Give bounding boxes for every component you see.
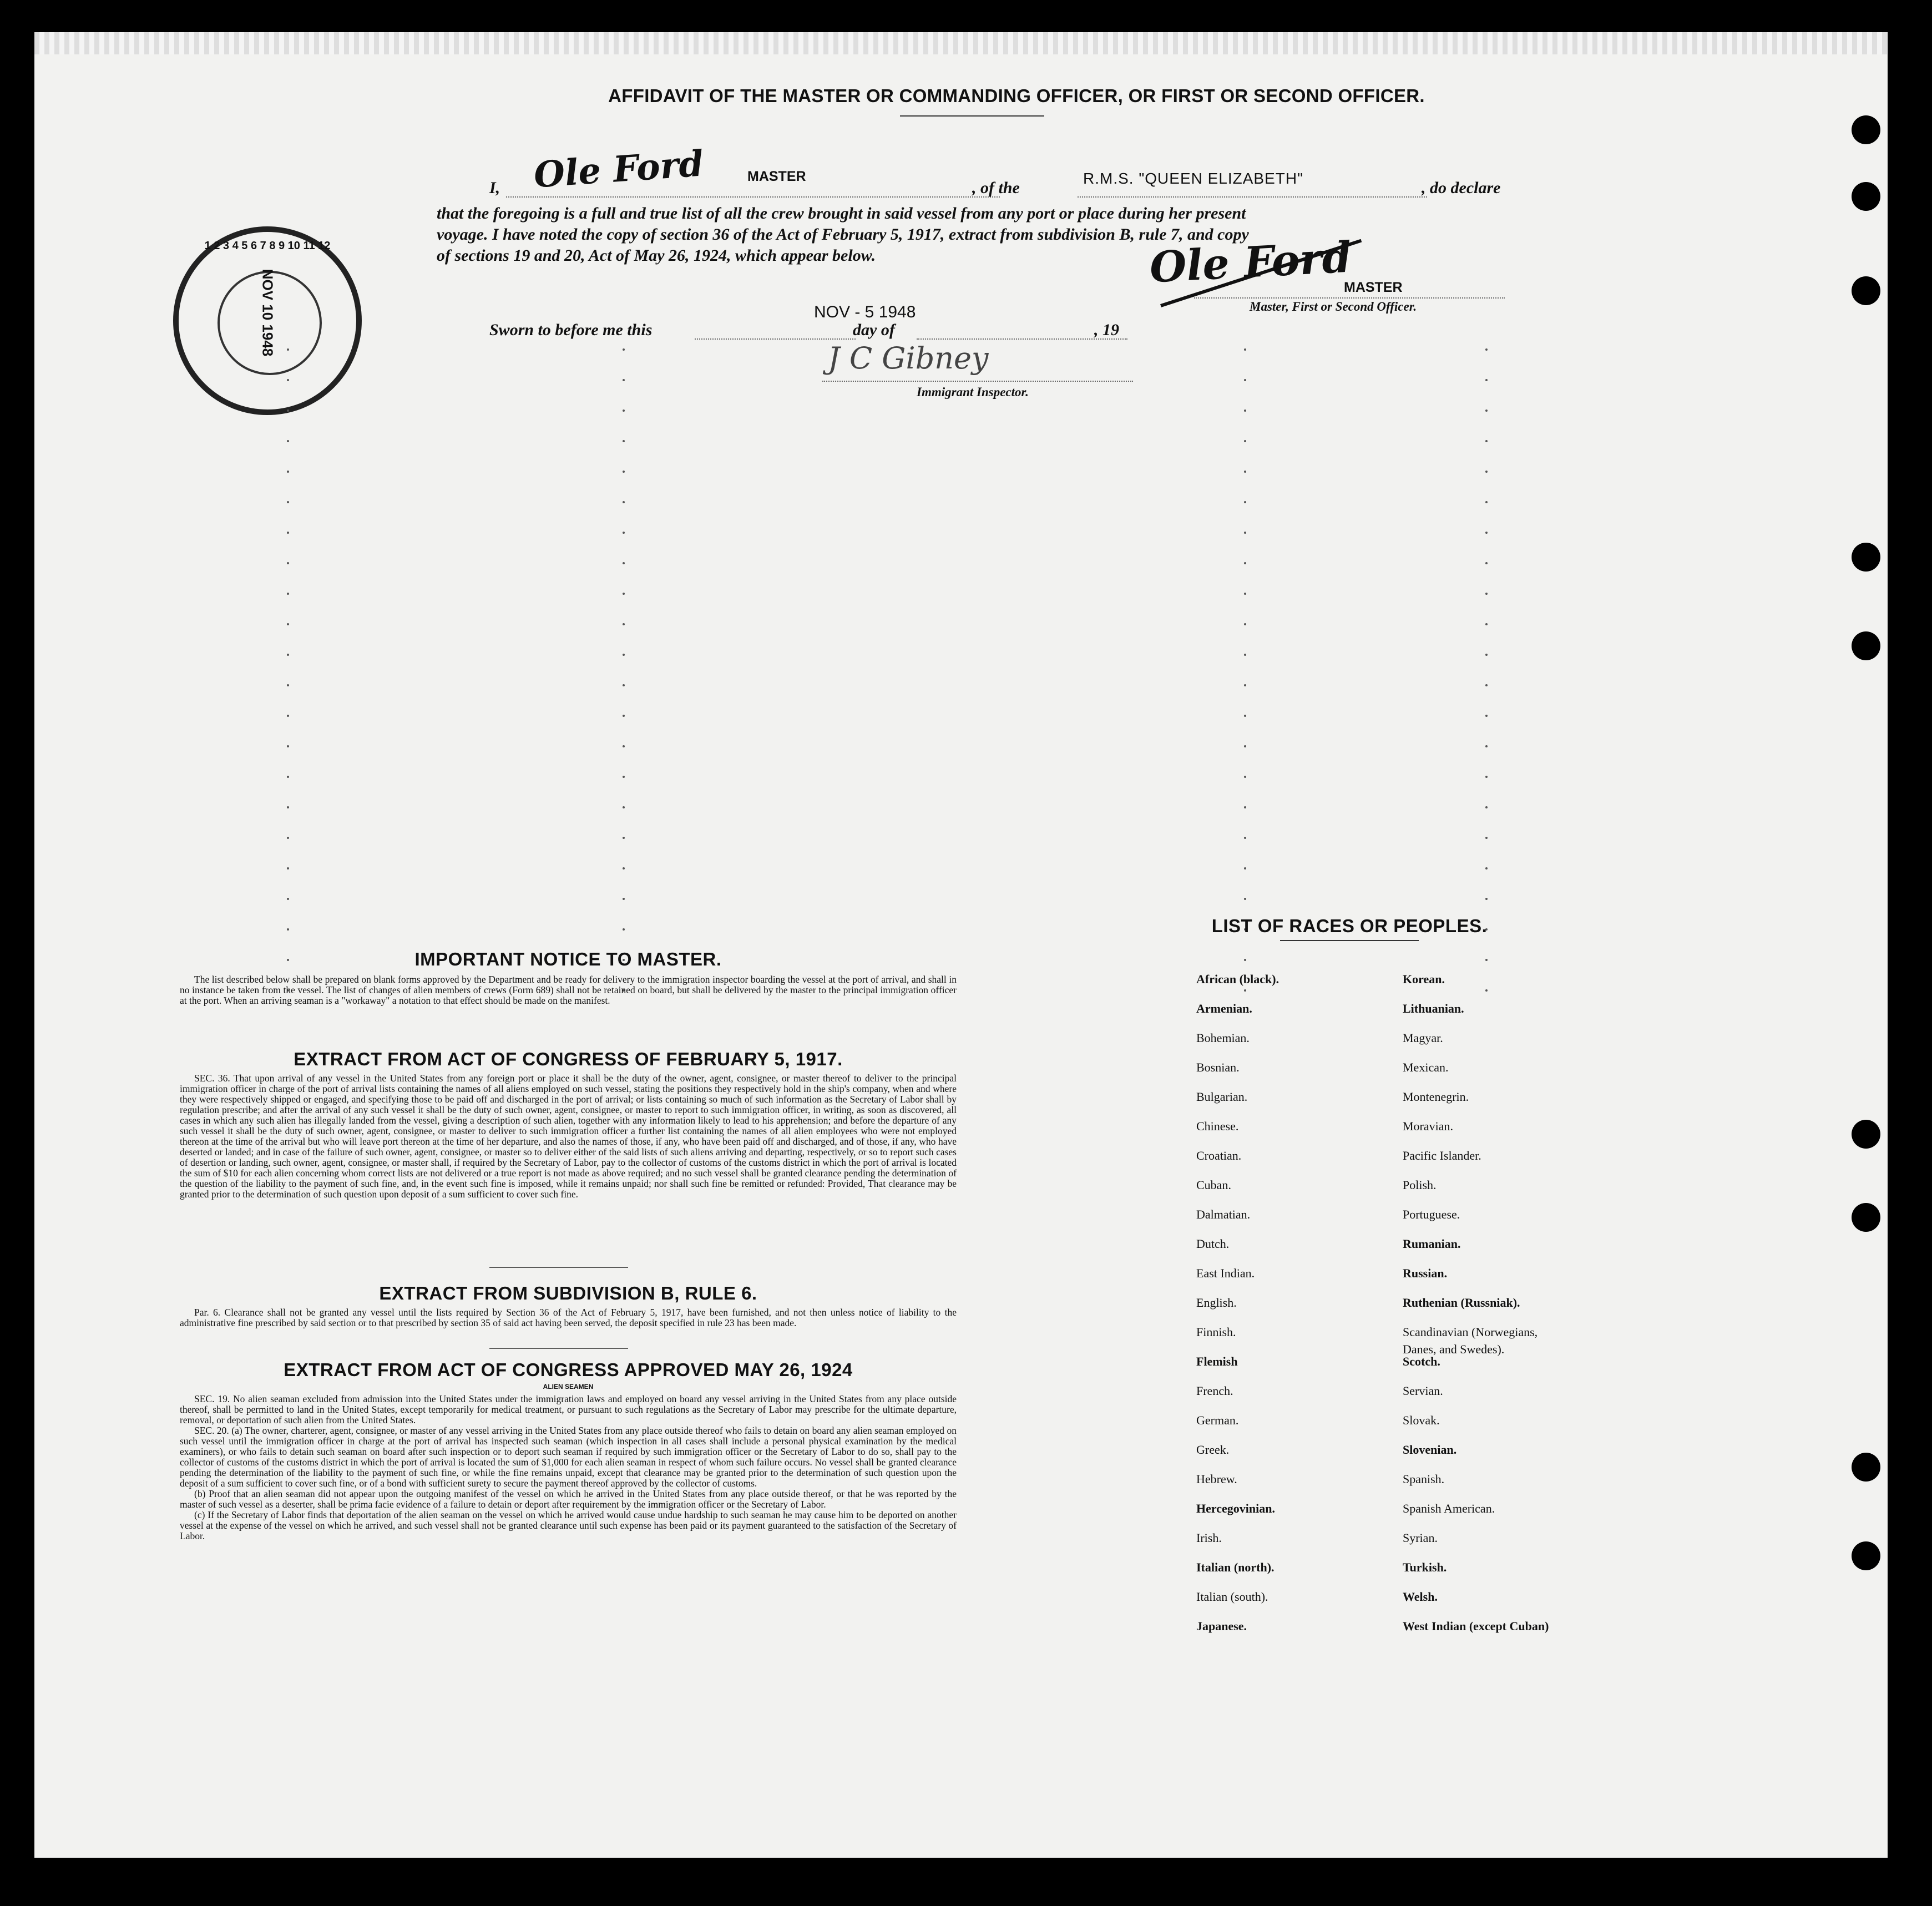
- race-left-item: Flemish: [1196, 1354, 1238, 1368]
- sworn-label: Sworn to before me this: [489, 321, 653, 339]
- race-left-item: Bohemian.: [1196, 1031, 1250, 1045]
- faint-dot: [1244, 806, 1246, 808]
- race-left-item: Bosnian.: [1196, 1060, 1240, 1074]
- race-left-item: Dalmatian.: [1196, 1207, 1251, 1221]
- binder-hole: [1852, 1541, 1880, 1570]
- notice-section: [180, 949, 957, 1006]
- race-left-item: Croatian.: [1196, 1149, 1242, 1162]
- faint-dot: [1485, 532, 1488, 534]
- race-left-item: French.: [1196, 1384, 1233, 1398]
- faint-dot: [287, 684, 289, 686]
- race-right-item: Scandinavian (Norwegians,: [1403, 1325, 1538, 1339]
- faint-dot: [1485, 684, 1488, 686]
- faint-dot: [623, 776, 625, 778]
- race-right-item: Rumanian.: [1403, 1237, 1461, 1251]
- subdivision-section: [180, 1283, 957, 1328]
- faint-dot: [287, 501, 289, 503]
- faint-dot: [1485, 471, 1488, 473]
- binder-hole: [1852, 1203, 1880, 1232]
- race-right-item: Moravian.: [1403, 1119, 1454, 1133]
- race-left-item: Greek.: [1196, 1443, 1230, 1457]
- binder-hole: [1852, 115, 1880, 144]
- second-signature: Ole Ford: [1148, 232, 1353, 292]
- faint-dot: [623, 806, 625, 808]
- race-left-item: Japanese.: [1196, 1619, 1247, 1633]
- faint-dot: [1244, 409, 1246, 412]
- faint-dot: [287, 867, 289, 869]
- faint-dot: [623, 867, 625, 869]
- faint-dot: [1244, 959, 1246, 961]
- race-right-item: Pacific Islander.: [1403, 1149, 1481, 1162]
- year-label: , 19: [1094, 321, 1119, 339]
- faint-dot: [623, 440, 625, 442]
- faint-dot: [623, 532, 625, 534]
- faint-dot: [1485, 593, 1488, 595]
- race-right-item: West Indian (except Cuban): [1403, 1619, 1549, 1633]
- faint-dot: [287, 379, 289, 381]
- race-right-item: Slovenian.: [1403, 1443, 1457, 1457]
- extract-1924-body: [180, 1394, 957, 1541]
- extract-1924-section: [180, 1359, 957, 1541]
- sworn-line: [695, 338, 856, 340]
- faint-dot: [1485, 715, 1488, 717]
- inspector-label: Immigrant Inspector.: [917, 385, 1029, 399]
- faint-dot: [287, 593, 289, 595]
- faint-dot: [1485, 348, 1488, 351]
- faint-dot: [287, 837, 289, 839]
- inspector-signature: J C Gibney: [828, 341, 989, 376]
- faint-dot: [287, 471, 289, 473]
- race-left-item: German.: [1196, 1413, 1239, 1427]
- races-title: LIST OF RACES OR PEOPLES.: [1211, 916, 1488, 936]
- race-right-item: Servian.: [1403, 1384, 1443, 1398]
- race-right-item: Portuguese.: [1403, 1207, 1460, 1221]
- extract-1924-subtitle: ALIEN SEAMEN: [543, 1383, 594, 1391]
- faint-dot: [1485, 745, 1488, 747]
- faint-dot: [1485, 654, 1488, 656]
- faint-dot: [1244, 684, 1246, 686]
- extract-1917-paragraph: SEC. 36. That upon arrival of any vessel in the United States from any foreign port or place it shall be the duty of the owner, agent, consignee, or master thereof to deliver to the principal immigration officer in charge of the port of arrival lists containing the names of all aliens employed on such vessel, stating the positions they respectively hold in the ship's company, when and where they were respectively shipped or engaged, and specifying those to be paid off and discharged in the port of arrival; or lists containing so much of such information as the Secretary of Labor shall by regulation prescribe; and after the arrival of any such vessel it shall be the duty of such owner, agent, consignee, or master to report to such immigration officer, in writing, as soon as discovered, all cases in which any such alien has illegally landed from the vessel, giving a description of such alien, together with any information likely to lead to his apprehension; and before the departure of any such vessel it shall be the duty of such owner, agent, consignee, or master to deliver to such immigration officer a further list containing the names of all alien employees who were not employed thereon at the time of the arrival but who will leave port thereon at the time of her departure, and also the names of those, if any, who have been paid off and discharged, and of those, if any, who have deserted or landed; and in case of the failure of such owner, agent, consignee, or master so to deliver either of the said lists of such aliens arriving and departing, respectively, or so to report such cases of desertion or landing, such owner, agent, consignee, or master shall, if required by the Secretary of Labor, pay to the collector of customs of the customs district in which the port of arrival is located the sum of $10 for each alien concerning whom correct lists are not delivered or a true report is not made as above required; and no such vessel shall be granted clearance pending the determination of the question of the liability to the payment of such fine, and, in the event such fine is imposed, while it remains unpaid; nor shall such fine be remitted or refunded: Provided, That clearance may be granted prior to the determination of such question upon deposit of a sum sufficient to cover such fine.: [180, 1073, 957, 1200]
- faint-dot: [1244, 715, 1246, 717]
- faint-dot: [1244, 348, 1246, 351]
- faint-dot: [287, 623, 289, 625]
- race-left-item: Hercegovinian.: [1196, 1501, 1275, 1515]
- race-right-item: Spanish American.: [1403, 1501, 1495, 1515]
- faint-dot: [287, 928, 289, 931]
- race-left-item: Irish.: [1196, 1531, 1222, 1545]
- extract-1917-body: [180, 1073, 957, 1200]
- vessel-name: R.M.S. "QUEEN ELIZABETH": [1083, 170, 1304, 187]
- sec-20b-paragraph: (b) Proof that an alien seaman did not appear upon the outgoing manifest of the vessel on which he arrived in the United States from any place outside thereof, or that he was reported by the master of such vessel as a deserter, shall be prima facie evidence of a failure to detain or deport after requirement by the immigration officer or the Secretary of Labor.: [180, 1488, 957, 1510]
- section-divider-2: [489, 1348, 628, 1349]
- stamp-date: NOV 10 1948: [259, 269, 276, 357]
- race-right-item: Lithuanian.: [1403, 1002, 1464, 1015]
- faint-dot: [623, 837, 625, 839]
- notice-body: [180, 974, 957, 1006]
- faint-dot: [1244, 501, 1246, 503]
- name-line: [506, 196, 1000, 198]
- race-right-item: Mexican.: [1403, 1060, 1449, 1074]
- scandinavian-continuation: Danes, and Swedes).: [1403, 1342, 1505, 1356]
- race-right-item: Syrian.: [1403, 1531, 1438, 1545]
- affidavit-title: AFFIDAVIT OF THE MASTER OR COMMANDING OFFICER, OR FIRST OR SECOND OFFICER.: [608, 85, 1425, 106]
- faint-dot: [287, 654, 289, 656]
- race-left-item: Bulgarian.: [1196, 1090, 1248, 1104]
- race-left-item: Hebrew.: [1196, 1472, 1237, 1486]
- subdivision-body: [180, 1307, 957, 1328]
- faint-dot: [623, 623, 625, 625]
- faint-dot: [1485, 837, 1488, 839]
- faint-dot: [1485, 776, 1488, 778]
- race-right-item: Scotch.: [1403, 1354, 1440, 1368]
- races-title-underline: [1280, 940, 1419, 941]
- sec-19-paragraph: SEC. 19. No alien seaman excluded from admission into the United States under the immigration laws and employed on board any vessel arriving in the United States from any place outside thereof, shall be permitted to land in the United States, except temporarily for medical treatment, or pursuant to such regulations as the Secretary of Labor may prescribe for the ultimate departure, removal, or deportation of such alien from the United States.: [180, 1393, 957, 1425]
- race-right-item: Ruthenian (Russniak).: [1403, 1296, 1520, 1310]
- faint-dot: [623, 898, 625, 900]
- faint-dot: [1244, 562, 1246, 564]
- race-right-item: Slovak.: [1403, 1413, 1440, 1427]
- faint-dot: [1244, 623, 1246, 625]
- race-right-item: Magyar.: [1403, 1031, 1443, 1045]
- faint-dot: [623, 562, 625, 564]
- extract-1924-title: EXTRACT FROM ACT OF CONGRESS APPROVED MAY 26, 1924: [284, 1359, 853, 1380]
- faint-dot: [287, 776, 289, 778]
- faint-dot: [1485, 898, 1488, 900]
- faint-dot: [1485, 379, 1488, 381]
- faint-dot: [1485, 440, 1488, 442]
- notice-paragraph: The list described below shall be prepared on blank forms approved by the Department and be ready for delivery to the immigration inspector boarding the vessel at the port of arrival, and shall in no instance be taken from the vessel. The list of changes of alien members of crews (Form 689) shall not be retained on board, but shall be delivered by the master to the principal immigration officer at the port. When an arriving seaman is a "workaway" a notation to that effect should be made on the manifest.: [180, 974, 957, 1006]
- faint-dot: [1485, 989, 1488, 992]
- faint-dot: [1244, 745, 1246, 747]
- faint-dot: [287, 745, 289, 747]
- master-title: MASTER: [747, 169, 806, 184]
- second-master-title: MASTER: [1344, 280, 1403, 295]
- extract-1917-title: EXTRACT FROM ACT OF CONGRESS OF FEBRUARY 5, 1917.: [294, 1049, 843, 1069]
- faint-dot: [1485, 623, 1488, 625]
- faint-dot: [623, 593, 625, 595]
- faint-dot: [1485, 959, 1488, 961]
- race-left-item: English.: [1196, 1296, 1237, 1310]
- of-the-label: , of the: [972, 179, 1020, 197]
- faint-dot: [1244, 440, 1246, 442]
- document-page: [34, 32, 1888, 1858]
- faint-dot: [623, 379, 625, 381]
- binder-hole: [1852, 182, 1880, 211]
- faint-dot: [1244, 776, 1246, 778]
- faint-dot: [287, 440, 289, 442]
- stamp-ring-numbers: 1 2 3 4 5 6 7 8 9 10 11 12: [204, 240, 331, 252]
- sec-20a-paragraph: SEC. 20. (a) The owner, charterer, agent, consignee, or master of any vessel arriving in the United States from any place outside thereof who fails to detain on board any alien seaman employed on such vessel until the immigration officer in charge at the port of arrival has inspected such seaman (which inspection in all cases shall include a personal physical examination by the medical examiners), or who fails to detain such seaman on board after such inspection or to deport such seaman if required by such immigration officer or the Secretary of Labor to do so, shall pay to the collector of customs of the customs district in which the port of arrival is located the sum of $1,000 for each alien seaman in respect of whom such failure occurs. No vessel shall be granted clearance pending the determination of the liability to the payment of such fine, or while the fine remains unpaid, except that clearance may be granted prior to the determination of such question upon the deposit of a sum sufficient to cover such fine, or of a bond with sufficient surety to secure the payment thereof approved by the collector of customs.: [180, 1425, 957, 1489]
- inspector-line: [822, 381, 1133, 382]
- day-of-label: day of: [853, 321, 895, 339]
- faint-dot: [287, 898, 289, 900]
- declaration-line-3: of sections 19 and 20, Act of May 26, 1924, which appear below.: [437, 246, 876, 265]
- officer-line: [1194, 297, 1505, 299]
- faint-dot: [1244, 867, 1246, 869]
- race-left-item: Italian (north).: [1196, 1560, 1274, 1574]
- subdivision-title: EXTRACT FROM SUBDIVISION B, RULE 6.: [379, 1283, 757, 1303]
- faint-dot: [1244, 471, 1246, 473]
- faint-dot: [1244, 654, 1246, 656]
- section-divider-1: [489, 1267, 628, 1268]
- torn-top-edge: [34, 32, 1888, 54]
- faint-dot: [287, 532, 289, 534]
- race-right-item: Welsh.: [1403, 1590, 1438, 1604]
- officer-label: Master, First or Second Officer.: [1250, 300, 1417, 314]
- faint-dot: [623, 501, 625, 503]
- faint-dot: [623, 409, 625, 412]
- races-section: [1172, 916, 1527, 941]
- notice-title: IMPORTANT NOTICE TO MASTER.: [414, 949, 722, 969]
- sec-20c-paragraph: (c) If the Secretary of Labor finds that deportation of the alien seaman on the vessel on which he arrived would cause undue hardship to such seaman he may cause him to be deported on another vessel at the expense of the vessel on which he arrived, and such vessel shall not be granted clearance until such expense has been paid or its payment guaranteed to the satisfaction of the Secretary of Labor.: [180, 1509, 957, 1541]
- race-left-item: Italian (south).: [1196, 1590, 1268, 1604]
- faint-dot: [1244, 593, 1246, 595]
- faint-dot: [1485, 562, 1488, 564]
- faint-dot: [1244, 532, 1246, 534]
- do-declare-label: , do declare: [1422, 179, 1501, 197]
- faint-dot: [623, 745, 625, 747]
- race-left-item: Dutch.: [1196, 1237, 1230, 1251]
- race-right-item: Korean.: [1403, 972, 1445, 986]
- faint-dot: [1485, 806, 1488, 808]
- faint-dot: [623, 684, 625, 686]
- inspection-stamp: [173, 226, 362, 415]
- race-right-item: Montenegrin.: [1403, 1090, 1469, 1104]
- binder-hole: [1852, 1453, 1880, 1482]
- race-left-item: Chinese.: [1196, 1119, 1239, 1133]
- race-left-item: Cuban.: [1196, 1178, 1231, 1192]
- declaration-line-2: voyage. I have noted the copy of section 36 of the Act of February 5, 1917, extract from subdivision B, rule 7, and copy: [437, 225, 1249, 244]
- faint-dot: [623, 654, 625, 656]
- faint-dot: [1485, 409, 1488, 412]
- faint-dot: [287, 806, 289, 808]
- declaration-line-1: that the foregoing is a full and true list of all the crew brought in said vessel from any port or place during her present: [437, 204, 1246, 223]
- faint-dot: [623, 715, 625, 717]
- race-left-item: East Indian.: [1196, 1266, 1255, 1280]
- faint-dot: [623, 928, 625, 931]
- race-right-item: Polish.: [1403, 1178, 1437, 1192]
- faint-dot: [287, 715, 289, 717]
- race-right-item: Spanish.: [1403, 1472, 1445, 1486]
- extract-1917-section: [180, 1049, 957, 1200]
- race-right-item: Turkish.: [1403, 1560, 1447, 1574]
- race-left-item: Armenian.: [1196, 1002, 1252, 1015]
- sworn-date-stamp: NOV - 5 1948: [814, 303, 916, 321]
- race-left-item: African (black).: [1196, 972, 1279, 986]
- binder-hole: [1852, 631, 1880, 660]
- master-signature: Ole Ford: [532, 143, 705, 196]
- binder-hole: [1852, 543, 1880, 572]
- i-label: I,: [489, 179, 500, 197]
- subdivision-paragraph: Par. 6. Clearance shall not be granted any vessel until the lists required by Section 36 of the Act of February 5, 1917, have been furnished, and not then unless notice of liability to the administrative fine prescribed by said section or to that prescribed by section 35 of said act having been served, the deposit specified in rule 23 has been made.: [180, 1307, 957, 1328]
- faint-dot: [287, 409, 289, 412]
- faint-dot: [1244, 837, 1246, 839]
- vessel-line: [1078, 196, 1427, 198]
- faint-dot: [287, 348, 289, 351]
- faint-dot: [623, 348, 625, 351]
- faint-dot: [1244, 898, 1246, 900]
- faint-dot: [1485, 501, 1488, 503]
- faint-dot: [287, 562, 289, 564]
- binder-hole: [1852, 1120, 1880, 1149]
- title-underline: [900, 115, 1044, 117]
- faint-dot: [1485, 867, 1488, 869]
- race-left-item: Finnish.: [1196, 1325, 1236, 1339]
- faint-dot: [1244, 379, 1246, 381]
- faint-dot: [623, 471, 625, 473]
- binder-hole: [1852, 276, 1880, 305]
- race-right-item: Russian.: [1403, 1266, 1448, 1280]
